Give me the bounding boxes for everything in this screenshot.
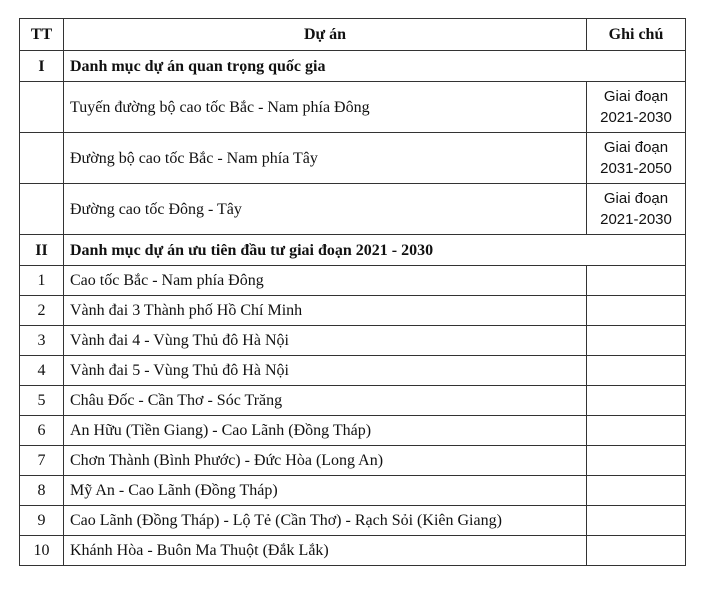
note-phase-label: Giai đoạn [603,88,669,105]
project-note [587,133,686,184]
table-row [20,133,686,184]
project-name: Vành đai 3 Thành phố Hồ Chí Minh [64,296,587,326]
header-tt: TT [20,19,64,51]
project-note [587,326,686,356]
header-project: Dự án [64,19,587,51]
project-name: Mỹ An - Cao Lãnh (Đồng Tháp) [64,476,587,506]
row-number: 5 [20,386,64,416]
note-phase-label: Giai đoạn [603,190,669,207]
table-header-row [20,19,686,51]
project-name: Đường cao tốc Đông - Tây [64,184,587,235]
table-row [20,356,686,386]
project-name: An Hữu (Tiền Giang) - Cao Lãnh (Đồng Tháp) [64,416,587,446]
project-note [587,446,686,476]
section-numeral: II [20,235,64,266]
project-note [587,386,686,416]
row-number: 3 [20,326,64,356]
project-note [587,266,686,296]
row-number: 2 [20,296,64,326]
note-phase-years: 2031-2050 [600,160,672,177]
table-row [20,82,686,133]
row-number: 1 [20,266,64,296]
row-number [20,184,64,235]
project-name: Vành đai 4 - Vùng Thủ đô Hà Nội [64,326,587,356]
header-note: Ghi chú [587,19,686,51]
note-phase-label: Giai đoạn [603,139,669,156]
table-row [20,536,686,566]
project-name: Tuyến đường bộ cao tốc Bắc - Nam phía Đông [64,82,587,133]
project-name: Vành đai 5 - Vùng Thủ đô Hà Nội [64,356,587,386]
project-note [587,356,686,386]
project-name: Cao Lãnh (Đồng Tháp) - Lộ Tẻ (Cần Thơ) - Rạch Sỏi (Kiên Giang) [64,506,587,536]
table-row [20,184,686,235]
section-row-priority [20,235,686,266]
row-number: 6 [20,416,64,446]
project-name: Châu Đốc - Cần Thơ - Sóc Trăng [64,386,587,416]
project-note [587,82,686,133]
project-name: Đường bộ cao tốc Bắc - Nam phía Tây [64,133,587,184]
project-note [587,416,686,446]
project-name: Khánh Hòa - Buôn Ma Thuột (Đắk Lắk) [64,536,587,566]
section-row-national [20,51,686,82]
row-number: 4 [20,356,64,386]
section-title: Danh mục dự án ưu tiên đầu tư giai đoạn 2021 - 2030 [64,235,686,266]
section-title: Danh mục dự án quan trọng quốc gia [64,51,686,82]
project-note [587,476,686,506]
note-phase-years: 2021-2030 [600,109,672,126]
row-number: 10 [20,536,64,566]
table-row [20,446,686,476]
row-number [20,82,64,133]
project-note [587,184,686,235]
table-row [20,506,686,536]
table-row [20,476,686,506]
table-row [20,296,686,326]
table-row [20,416,686,446]
table-row [20,386,686,416]
section-numeral: I [20,51,64,82]
project-note [587,536,686,566]
project-note [587,296,686,326]
table-row [20,266,686,296]
projects-table [19,18,686,566]
project-name: Chơn Thành (Bình Phước) - Đức Hòa (Long An) [64,446,587,476]
row-number: 7 [20,446,64,476]
row-number: 9 [20,506,64,536]
project-name: Cao tốc Bắc - Nam phía Đông [64,266,587,296]
row-number [20,133,64,184]
project-note [587,506,686,536]
table-row [20,326,686,356]
note-phase-years: 2021-2030 [600,211,672,228]
row-number: 8 [20,476,64,506]
